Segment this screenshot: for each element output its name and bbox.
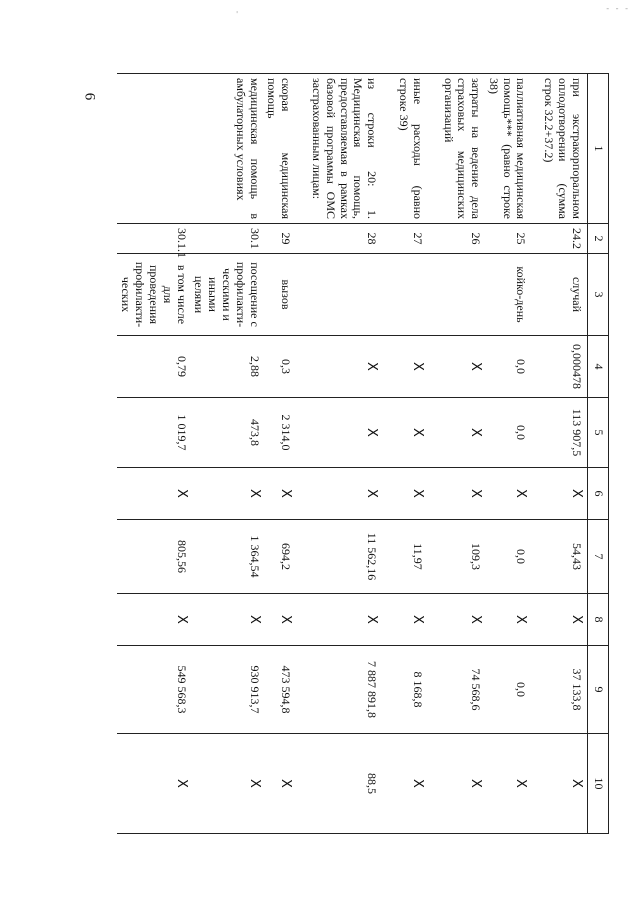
value-cell: Х [117,468,190,520]
value-cell: 7 887 891,8 [294,646,380,734]
value-cell: 74 568,6 [426,646,484,734]
value-cell: 473,8 [190,398,263,468]
scan-artifact: - - - [606,4,630,13]
value-cell: 37 133,8 [530,646,588,734]
header-cell: 5 [588,398,609,468]
value-cell: 473 594,8 [263,646,295,734]
rotated-table-container [117,73,609,833]
unit-cell: вызов [263,254,295,336]
value-cell: Х [426,594,484,646]
value-cell: Х [426,734,484,834]
value-cell: 113 907,5 [530,398,588,468]
row-name: медицинская помощь в амбулаторных условиях [190,74,263,224]
row-number: 30.1.1 [117,224,190,254]
value-cell: Х [426,398,484,468]
value-cell: Х [530,594,588,646]
value-cell: Х [484,468,529,520]
value-cell: 109,3 [426,520,484,594]
financing-table [117,73,609,834]
row-number: 27 [380,224,426,254]
table-row [484,74,529,834]
unit-cell: посещение с профилакти-ческими и иными целями [190,254,263,336]
value-cell: 2,88 [190,336,263,398]
row-name [117,74,190,224]
value-cell: Х [380,336,426,398]
value-cell: Х [294,468,380,520]
value-cell: Х [530,468,588,520]
row-name: иные расходы (равно строке 39) [380,74,426,224]
value-cell: 694,2 [263,520,295,594]
value-cell: 88,5 [294,734,380,834]
header-cell: 4 [588,336,609,398]
header-cell: 6 [588,468,609,520]
document-page [117,73,609,833]
unit-cell: в том числе для проведения профилакти-ческих [117,254,190,336]
value-cell: Х [530,734,588,834]
table-row [530,74,588,834]
unit-cell: случай [530,254,588,336]
table-row [190,74,263,834]
value-cell: 11 562,16 [294,520,380,594]
value-cell: 0,0 [484,520,529,594]
value-cell: Х [380,734,426,834]
value-cell: Х [380,468,426,520]
row-number: 25 [484,224,529,254]
value-cell: Х [426,468,484,520]
header-cell: 3 [588,254,609,336]
value-cell: 549 568,3 [117,646,190,734]
row-number: 29 [263,224,295,254]
scan-artifact: ' [236,10,239,19]
header-cell: 1 [588,74,609,224]
value-cell: Х [263,734,295,834]
value-cell: Х [263,594,295,646]
value-cell: 0,0 [484,646,529,734]
table-row [426,74,484,834]
row-name: при экстракорпоральном оплодотворении (сумма строк 32.2+37.2) [530,74,588,224]
unit-cell [426,254,484,336]
row-name: паллиативная медицинская помощь*** (равно строке 38) [484,74,529,224]
value-cell: Х [380,594,426,646]
unit-cell [294,254,380,336]
value-cell: 0,000478 [530,336,588,398]
table-row [294,74,380,834]
row-number: 30.1 [190,224,263,254]
table-header-row [588,74,609,834]
row-name: скорая медицинская помощь [263,74,295,224]
table-row [117,74,190,834]
value-cell: 0,3 [263,336,295,398]
value-cell: 1 364,54 [190,520,263,594]
value-cell: 805,56 [117,520,190,594]
value-cell: 54,43 [530,520,588,594]
row-name: затраты на ведение дела страховых медицинских организаций [426,74,484,224]
value-cell: Х [380,398,426,468]
value-cell: Х [294,336,380,398]
header-cell: 8 [588,594,609,646]
value-cell: Х [190,468,263,520]
value-cell: Х [190,594,263,646]
row-number: 26 [426,224,484,254]
value-cell: 1 019,7 [117,398,190,468]
value-cell: Х [190,734,263,834]
value-cell: Х [484,594,529,646]
header-cell: 9 [588,646,609,734]
value-cell: Х [117,734,190,834]
unit-cell [380,254,426,336]
page-number: 6 [81,92,98,101]
table-row [380,74,426,834]
header-cell: 2 [588,224,609,254]
value-cell: 8 168,8 [380,646,426,734]
value-cell: 2 314,0 [263,398,295,468]
value-cell: Х [117,594,190,646]
header-cell: 10 [588,734,609,834]
row-number: 24.2 [530,224,588,254]
value-cell: Х [484,734,529,834]
header-cell: 7 [588,520,609,594]
value-cell: Х [426,336,484,398]
value-cell: Х [294,594,380,646]
value-cell: Х [263,468,295,520]
unit-cell: койко-день [484,254,529,336]
value-cell: Х [294,398,380,468]
value-cell: 0,0 [484,336,529,398]
value-cell: 930 913,7 [190,646,263,734]
value-cell: 0,79 [117,336,190,398]
table-row [263,74,295,834]
value-cell: 0,0 [484,398,529,468]
value-cell: 11,97 [380,520,426,594]
row-name: из строки 20: 1. Медицинская помощь, предоставляемая в рамках базовой программы ОМС застрахованным лицам: [294,74,380,224]
row-number: 28 [294,224,380,254]
